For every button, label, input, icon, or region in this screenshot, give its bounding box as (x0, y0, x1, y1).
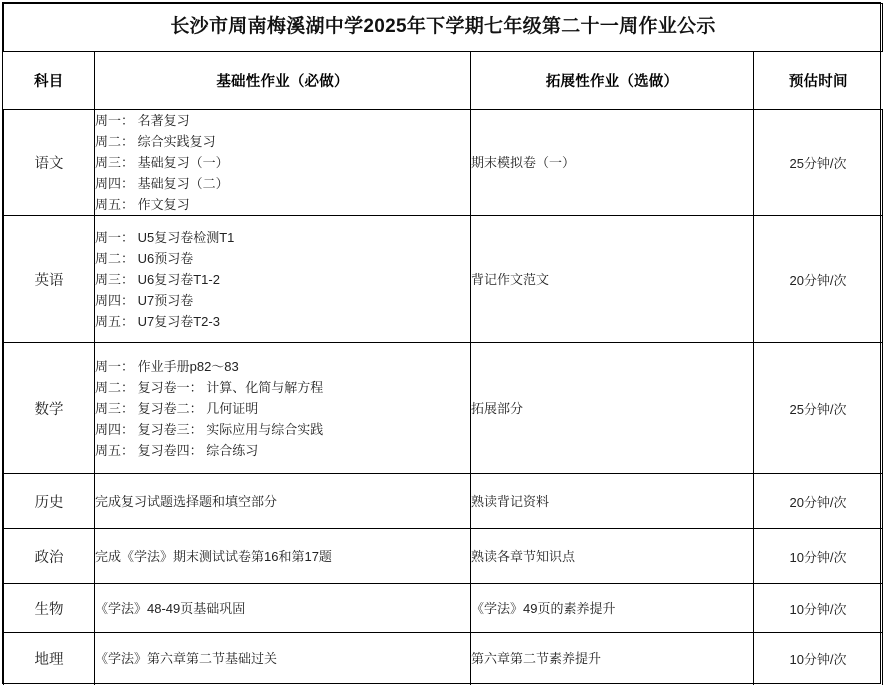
extension-task-text: 熟读各章节知识点 (471, 548, 576, 564)
cell-estimated-time: 10分钟/次 (754, 529, 883, 584)
basic-task-line: 周三： U6复习卷T1-2 (95, 271, 220, 287)
homework-table (3, 3, 883, 685)
cell-subject: 数学 (4, 343, 95, 474)
basic-task-line: 周一： 名著复习 (95, 113, 190, 128)
extension-task-text: 背记作文范文 (471, 271, 550, 287)
cell-basic-homework (95, 216, 471, 343)
basic-task-line: 周四： 基础复习（二） (95, 176, 229, 192)
extension-task-text: 拓展部分 (471, 400, 524, 416)
cell-estimated-time: 10分钟/次 (754, 633, 883, 685)
document-title-cell (4, 4, 883, 52)
title-row (4, 4, 883, 52)
basic-task-line: 周三： 基础复习（一） (95, 155, 229, 171)
cell-subject: 语文 (4, 110, 95, 216)
column-header-basic-homework: 基础性作业（必做） (95, 52, 471, 110)
table-row (4, 343, 883, 474)
basic-task-line: 周一： U5复习卷检测T1 (95, 229, 235, 245)
basic-task-line: 周四： 复习卷三： 实际应用与综合实践 (95, 421, 324, 437)
table-row (4, 633, 883, 685)
cell-basic-homework (95, 633, 471, 685)
homework-announcement-sheet (2, 2, 881, 684)
cell-subject: 政治 (4, 529, 95, 584)
cell-extension-homework (471, 474, 754, 529)
basic-task-line: 周五： 作文复习 (95, 197, 190, 213)
extension-task-text: 《学法》49页的素养提升 (471, 600, 616, 616)
table-row (4, 216, 883, 343)
basic-task-line: 完成复习试题选择题和填空部分 (95, 493, 278, 509)
cell-estimated-time: 10分钟/次 (754, 584, 883, 633)
cell-estimated-time: 25分钟/次 (754, 343, 883, 474)
basic-task-line: 周三： 复习卷二： 几何证明 (95, 400, 259, 416)
cell-extension-homework (471, 633, 754, 685)
table-row (4, 474, 883, 529)
basic-task-line: 《学法》48-49页基础巩固 (95, 600, 246, 616)
extension-task-text: 期末模拟卷（一） (471, 155, 576, 171)
table-row (4, 110, 883, 216)
basic-task-line: 《学法》第六章第二节基础过关 (95, 651, 278, 667)
page-title: 长沙市周南梅溪湖中学2025年下学期七年级第二十一周作业公示 (170, 16, 716, 38)
column-header-subject: 科目 (4, 52, 95, 110)
basic-task-line: 周四： U7预习卷 (95, 292, 194, 308)
cell-subject: 历史 (4, 474, 95, 529)
cell-basic-homework (95, 343, 471, 474)
column-header-estimated-time: 预估时间 (754, 52, 883, 110)
table-row (4, 584, 883, 633)
cell-extension-homework (471, 584, 754, 633)
basic-task-line: 周一： 作业手册p82～83 (95, 358, 239, 374)
cell-estimated-time: 20分钟/次 (754, 216, 883, 343)
table-body (4, 4, 883, 685)
cell-basic-homework (95, 584, 471, 633)
extension-task-text: 熟读背记资料 (471, 493, 550, 509)
basic-task-line: 周五： 复习卷四： 综合练习 (95, 442, 259, 458)
cell-extension-homework (471, 529, 754, 584)
cell-subject: 英语 (4, 216, 95, 343)
basic-task-line: 周五： U7复习卷T2-3 (95, 313, 220, 329)
table-row (4, 529, 883, 584)
cell-extension-homework (471, 343, 754, 474)
extension-task-text: 第六章第二节素养提升 (471, 651, 602, 667)
cell-estimated-time: 25分钟/次 (754, 110, 883, 216)
basic-task-line: 周二： U6预习卷 (95, 250, 194, 266)
cell-basic-homework (95, 110, 471, 216)
basic-task-line: 周二： 综合实践复习 (95, 134, 216, 150)
cell-estimated-time: 20分钟/次 (754, 474, 883, 529)
basic-task-line: 周二： 复习卷一： 计算、化简与解方程 (95, 379, 324, 395)
cell-basic-homework (95, 529, 471, 584)
header-row (4, 52, 883, 110)
cell-extension-homework (471, 216, 754, 343)
cell-basic-homework (95, 474, 471, 529)
cell-subject: 生物 (4, 584, 95, 633)
cell-extension-homework (471, 110, 754, 216)
basic-task-line: 完成《学法》期末测试试卷第16和第17题 (95, 548, 332, 564)
cell-subject: 地理 (4, 633, 95, 685)
column-header-extension-homework: 拓展性作业（选做） (471, 52, 754, 110)
